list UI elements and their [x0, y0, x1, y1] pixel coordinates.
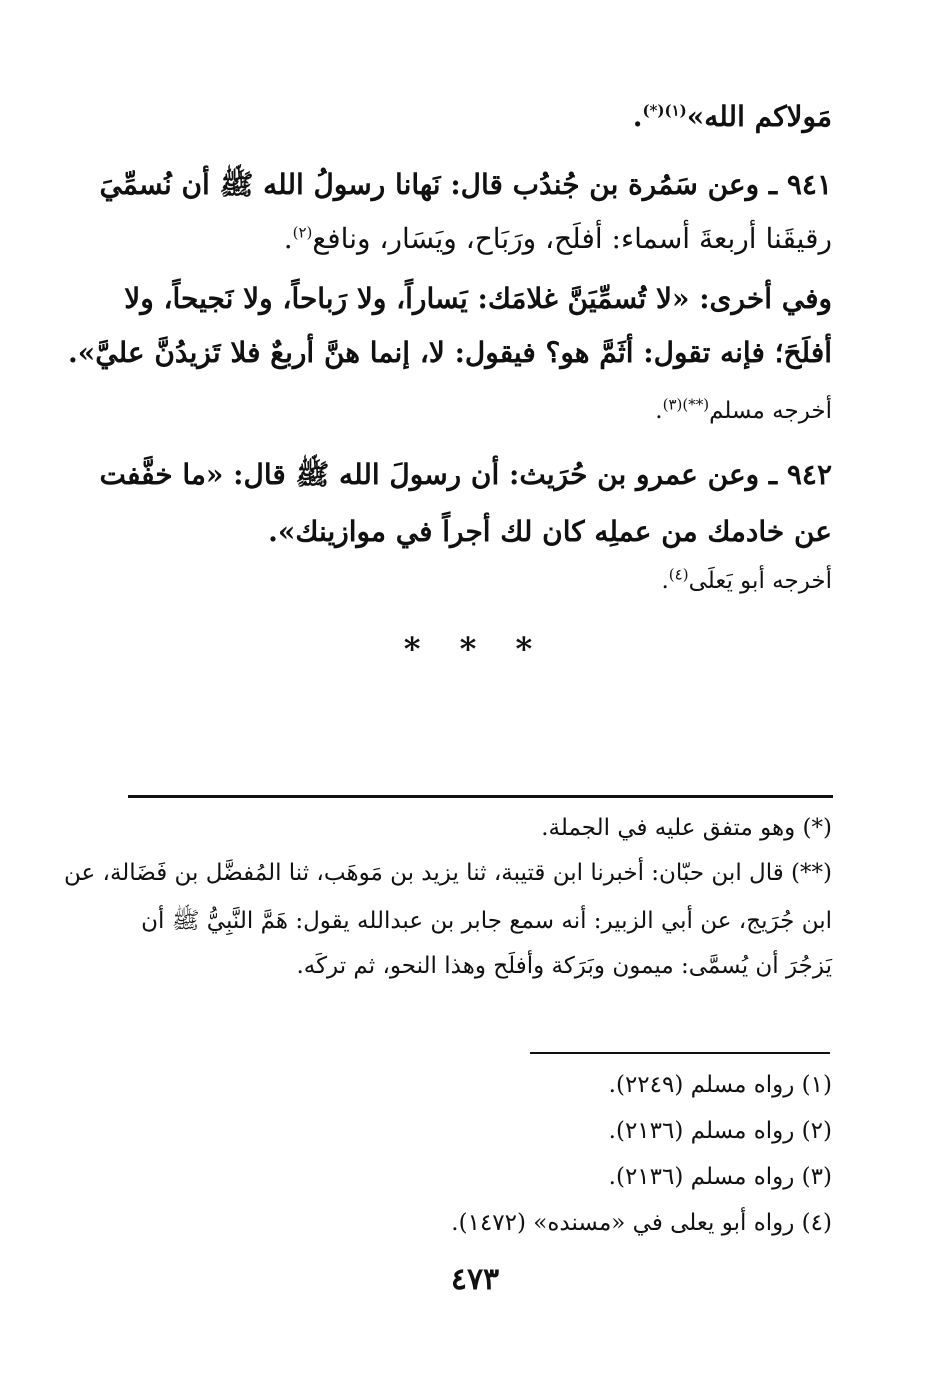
footnote-2: (٢) رواه مسلم (٢١٣٦).: [608, 1118, 832, 1144]
note-star-2-line-2: ابن جُرَيج، عن أبي الزبير: أنه سمع جابر بن عبدالله يقول: هَمَّ النَّبِيُّ ﷺ أن: [141, 908, 832, 934]
section-separator: * * *: [403, 630, 547, 668]
footnote-ref: (١)(*): [642, 101, 687, 120]
continuation-line: مَولاكم الله»$^{(١)(*)}$.: [632, 100, 832, 133]
hadith-941-takhrij: أخرجه مسلم$^{(**)(٣)}$.: [655, 395, 832, 424]
continuation-text: مَولاكم الله»: [686, 100, 832, 133]
footnote-ref: (**)(٣): [662, 395, 710, 414]
hadith-941-line-1: ٩٤١ ـ وعن سَمُرة بن جُندُب قال: نَهانا رسولُ الله ﷺ أن نُسمِّيَ: [99, 168, 832, 201]
footnote-ref: (٤): [668, 565, 689, 584]
note-star-2-line-1: (**) قال ابن حبّان: أخبرنا ابن قتيبة، ثنا يزيد بن مَوهَب، ثنا المُفضَّل بن فَضَالة، عن: [63, 860, 832, 886]
page-number: ٤٧٣: [450, 1262, 500, 1297]
hadith-942-takhrij: أخرجه أبو يَعلَى$^{(٤)}$.: [661, 565, 832, 594]
footnote-ref: (٢): [292, 223, 313, 242]
footnote-4: (٤) رواه أبو يعلى في «مسنده» (١٤٧٢).: [451, 1210, 832, 1236]
footnote-3: (٣) رواه مسلم (٢١٣٦).: [608, 1164, 832, 1190]
hadith-942-line-2: عن خادمك من عملِه كان لك أجراً في موازينك».: [268, 515, 832, 548]
hadith-941-other-1: وفي أخرى: «لا تُسمِّيَنَّ غلامَك: يَساراً، ولا رَباحاً، ولا نَجيحاً، ولا: [124, 282, 832, 315]
footnotes-divider: [530, 1052, 830, 1054]
note-star-1: (*) وهو متفق عليه في الجملة.: [541, 815, 832, 841]
note-star-2-line-3: يَزجُرَ أن يُسمَّى: ميمون وبَرَكة وأفلَح وهذا النحو، ثم تركَه.: [296, 953, 832, 979]
hadith-941-line-2: رقيقَنا أربعةَ أسماء: أفلَح، ورَبَاح، ويَسَار، ونافع$^{(٢)}$.: [283, 222, 832, 255]
footnote-1: (١) رواه مسلم (٢٢٤٩).: [608, 1072, 832, 1098]
hadith-941-other-2: أفلَحَ؛ فإنه تقول: أثَمَّ هو؟ فيقول: لا، إنما هنَّ أربعٌ فلا تَزيدُنَّ عليَّ».: [68, 336, 832, 369]
hadith-942-line-1: ٩٤٢ ـ وعن عمرو بن حُرَيث: أن رسولَ الله ﷺ قال: «ما خفَّفت: [99, 458, 832, 491]
notes-divider: [128, 795, 833, 798]
